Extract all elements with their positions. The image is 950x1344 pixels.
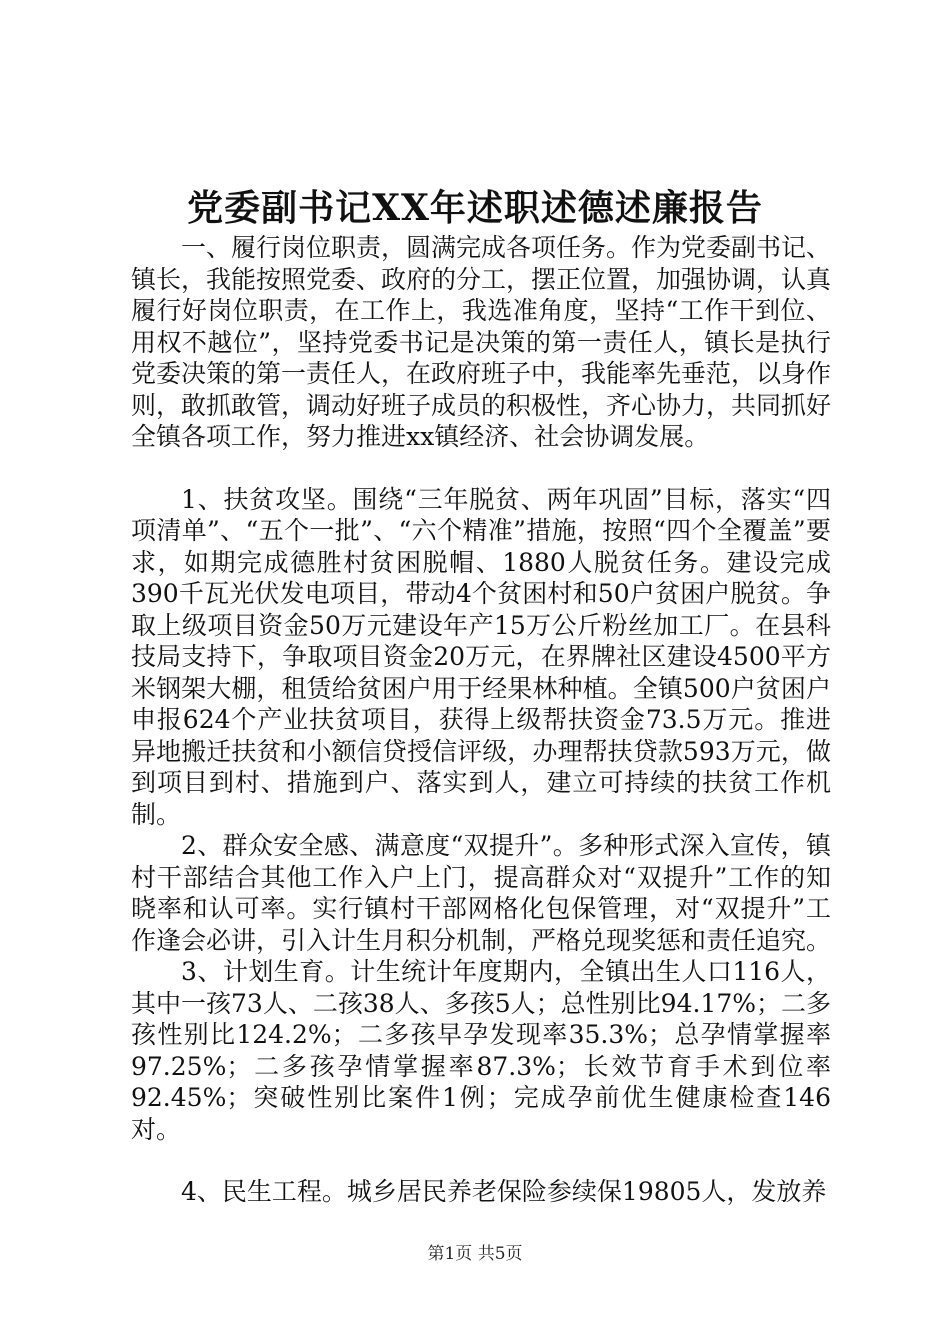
document-title: 党委副书记XX年述职述德述廉报告	[187, 187, 763, 229]
paragraph-duties: 一、履行岗位职责，圆满完成各项任务。作为党委副书记、镇长，我能按照党委、政府的分工，摆正位置，加强协调，认真履行好岗位职责，在工作上，我选准角度，坚持“工作干到位、用权不越位”，坚持党委书记是决策的第一责任人，镇长是执行党委决策的第一责任人，在政府班子中，我能率先垂范，以身作则，敢抓敢管，调动好班子成员的积极性，齐心协力，共同抓好全镇各项工作，努力推进xx镇经济、社会协调发展。	[131, 233, 832, 451]
paragraph-poverty-alleviation: 1、扶贫攻坚。围绕“三年脱贫、两年巩固”目标，落实“四项清单”、“五个一批”、“六个精准”措施，按照“四个全覆盖”要求，如期完成德胜村贫困脱帽、1880人脱贫任务。建设完成390千瓦光伏发电项目，带动4个贫困村和50户贫困户脱贫。争取上级项目资金50万元建设年产15万公斤粉丝加工厂。在县科技局支持下，争取项目资金20万元，在界牌社区建设4500平方米钢架大棚，租赁给贫困户用于经果林种植。全镇500户贫困户申报624个产业扶贫项目，获得上级帮扶资金73.5万元。推进异地搬迁扶贫和小额信贷授信评级，办理帮扶贷款593万元，做到项目到村、措施到户、落实到人，建立可持续的扶贫工作机制。	[131, 484, 831, 829]
page-indicator: 第1页 共5页	[427, 1244, 523, 1264]
paragraph-livelihood: 4、民生工程。城乡居民养老保险参续保19805人，发放养	[181, 1177, 827, 1206]
document-body	[131, 232, 831, 1208]
paragraph-family-planning: 3、计划生育。计生统计年度期内，全镇出生人口116人，其中一孩73人、二孩38人、多孩5人；总性别比94.17%；二多孩性别比124.2%；二多孩早孕发现率35.3%；总孕情掌握率97.25%；二多孩孕情掌握率87.3%；长效节育手术到位率92.45%；突破性别比案件1例；完成孕前优生健康检查146对。	[131, 957, 831, 1144]
paragraph-double-improvement: 2、群众安全感、满意度“双提升”。多种形式深入宣传，镇村干部结合其他工作入户上门，提高群众对“双提升”工作的知晓率和认可率。实行镇村干部网格化包保管理，对“双提升”工作逢会必讲，引入计生月积分机制，严格兑现奖惩和责任追究。	[131, 831, 832, 955]
